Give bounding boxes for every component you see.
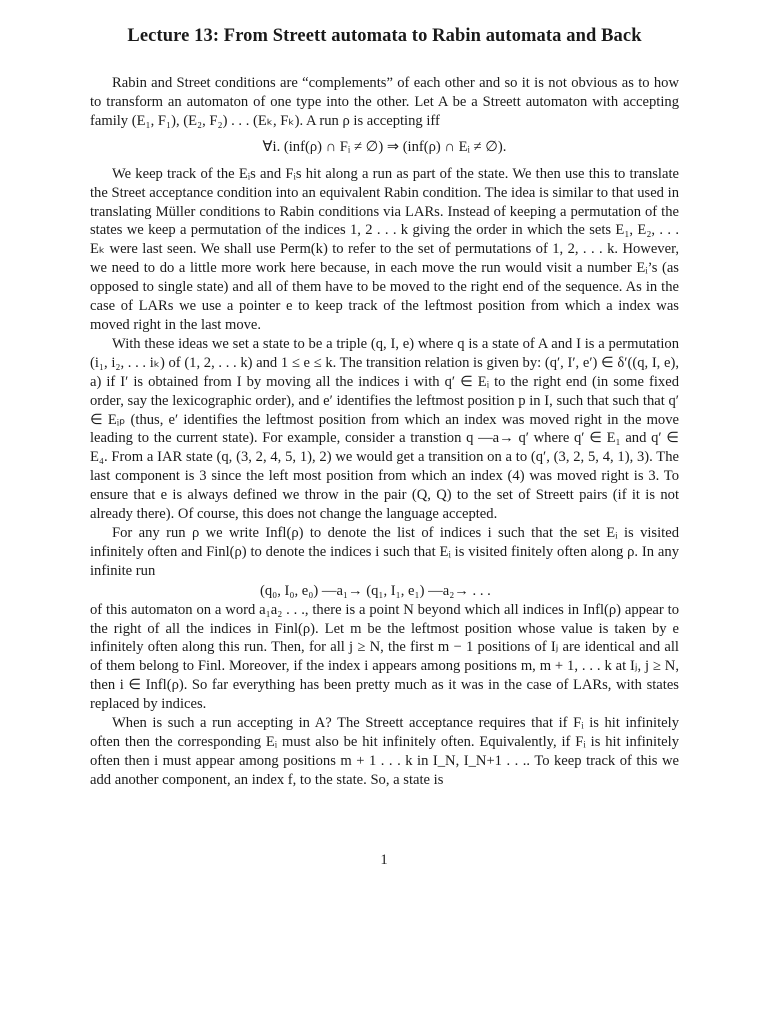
page-number: 1 bbox=[380, 852, 388, 868]
paragraph-accepting: When is such a run accepting in A? The Streett acceptance requires that if Fᵢ is hit infinitely often then the corresponding Eᵢ must also be hit infinitely often. Equivalently, if Fᵢ is hit infinitely often then i must appear among positions m + 1 . . . k in I_N, I_N+1 . . .. To keep track of this we add another component, an index f, to the state. So, a state is bbox=[90, 715, 679, 788]
paragraph-run-analysis: of this automaton on a word a₁a₂ . . ., there is a point N beyond which all indices in Infl(ρ) appear to the right of all the indices in Finl(ρ). Let m be the leftmost position whose value is taken by e infinitely often along this run. Then, for all j ≥ N, the first m − 1 positions of Iⱼ are identical and all of them belong to Finl. Moreover, if the index i appears among positions m, m + 1, . . . k at Iⱼ, j ≥ N, then i ∈ Infl(ρ). So far everything has been pretty much as it was in the case of LARs, with states replaced by indices. bbox=[90, 601, 679, 713]
paragraph-state-definition: With these ideas we set a state to be a triple (q, I, e) where q is a state of A and I is a permutation (i₁, i₂, . . . iₖ) of (1, 2, . . . k) and 1 ≤ e ≤ k. The transition relation is given by: (q′, I′, e′) ∈ δ′((q, I, e), a) if I′ is obtained from I by moving all the indices i with q′ ∈ Eᵢ to the right end (in some fixed order, say the lexicographic order), and e′ identifies the leftmost position p in I, such that such that q′ ∈ Eᵢₚ (thus, e′ identifies the leftmost position from which an index was moved right in the move leading to the current state). For example, consider a transtion q —a→ q′ where q′ ∈ E₁ and q′ ∈ E₄. From a IAR state (q, (3, 2, 4, 5, 1), 2) we would get a transition on a to (q′, (3, 2, 5, 4, 1), 3). The last component is 3 since the left most position from which an index (4) was moved right is 3. To ensure that e is always defined we throw in the pair (Q, Q) to the set of Streett pairs (if it is not already there). Of course, this does not change the language accepted. bbox=[90, 335, 679, 523]
paragraph-infinite-run: For any run ρ we write Infl(ρ) to denote the list of indices i such that the set Eᵢ is visited infinitely often and Finl(ρ) to denote the indices i such that Eᵢ is visited finitely often along ρ. In any infinite run bbox=[90, 524, 679, 579]
formula-acceptance: ∀i. (inf(ρ) ∩ Fᵢ ≠ ∅) ⇒ (inf(ρ) ∩ Eᵢ ≠ ∅). bbox=[262, 138, 507, 155]
paper-page bbox=[90, 22, 679, 790]
formula-run: (q₀, I₀, e₀) —a₁→ (q₁, I₁, e₁) —a₂→ . . . bbox=[260, 582, 491, 599]
lecture-title: Lecture 13: From Streett automata to Rabin automata and Back bbox=[127, 26, 642, 46]
paragraph-tracking: We keep track of the Eᵢs and Fᵢs hit along a run as part of the state. We then use this to translate the Street acceptance condition into an equivalent Rabin condition. The idea is similar to that used in translating Müller conditions to Rabin conditions via LARs. Instead of keeping a permutation of the states we keep a permutation of the indices 1, 2 . . . k giving the order in which the sets E₁, E₂, . . . Eₖ were last seen. We shall use Perm(k) to refer to the set of permutations of 1, 2, . . . k. However, we need to do a little more work here because, in each move the run would visit a number Eᵢ’s (as opposed to single state) and all of them have to be moved to the right end of the sequence. As in the case of LARs we use a pointer e to keep track of the leftmost position from which a index was moved right in the last move. bbox=[90, 165, 679, 333]
paragraph-intro: Rabin and Street conditions are “complements” of each other and so it is not obvious as to how to transform an automaton of one type into the other. Let A be a Streett automaton with accepting family (E₁, F₁), (E₂, F₂) . . . (Eₖ, Fₖ). A run ρ is accepting iff bbox=[90, 75, 679, 129]
